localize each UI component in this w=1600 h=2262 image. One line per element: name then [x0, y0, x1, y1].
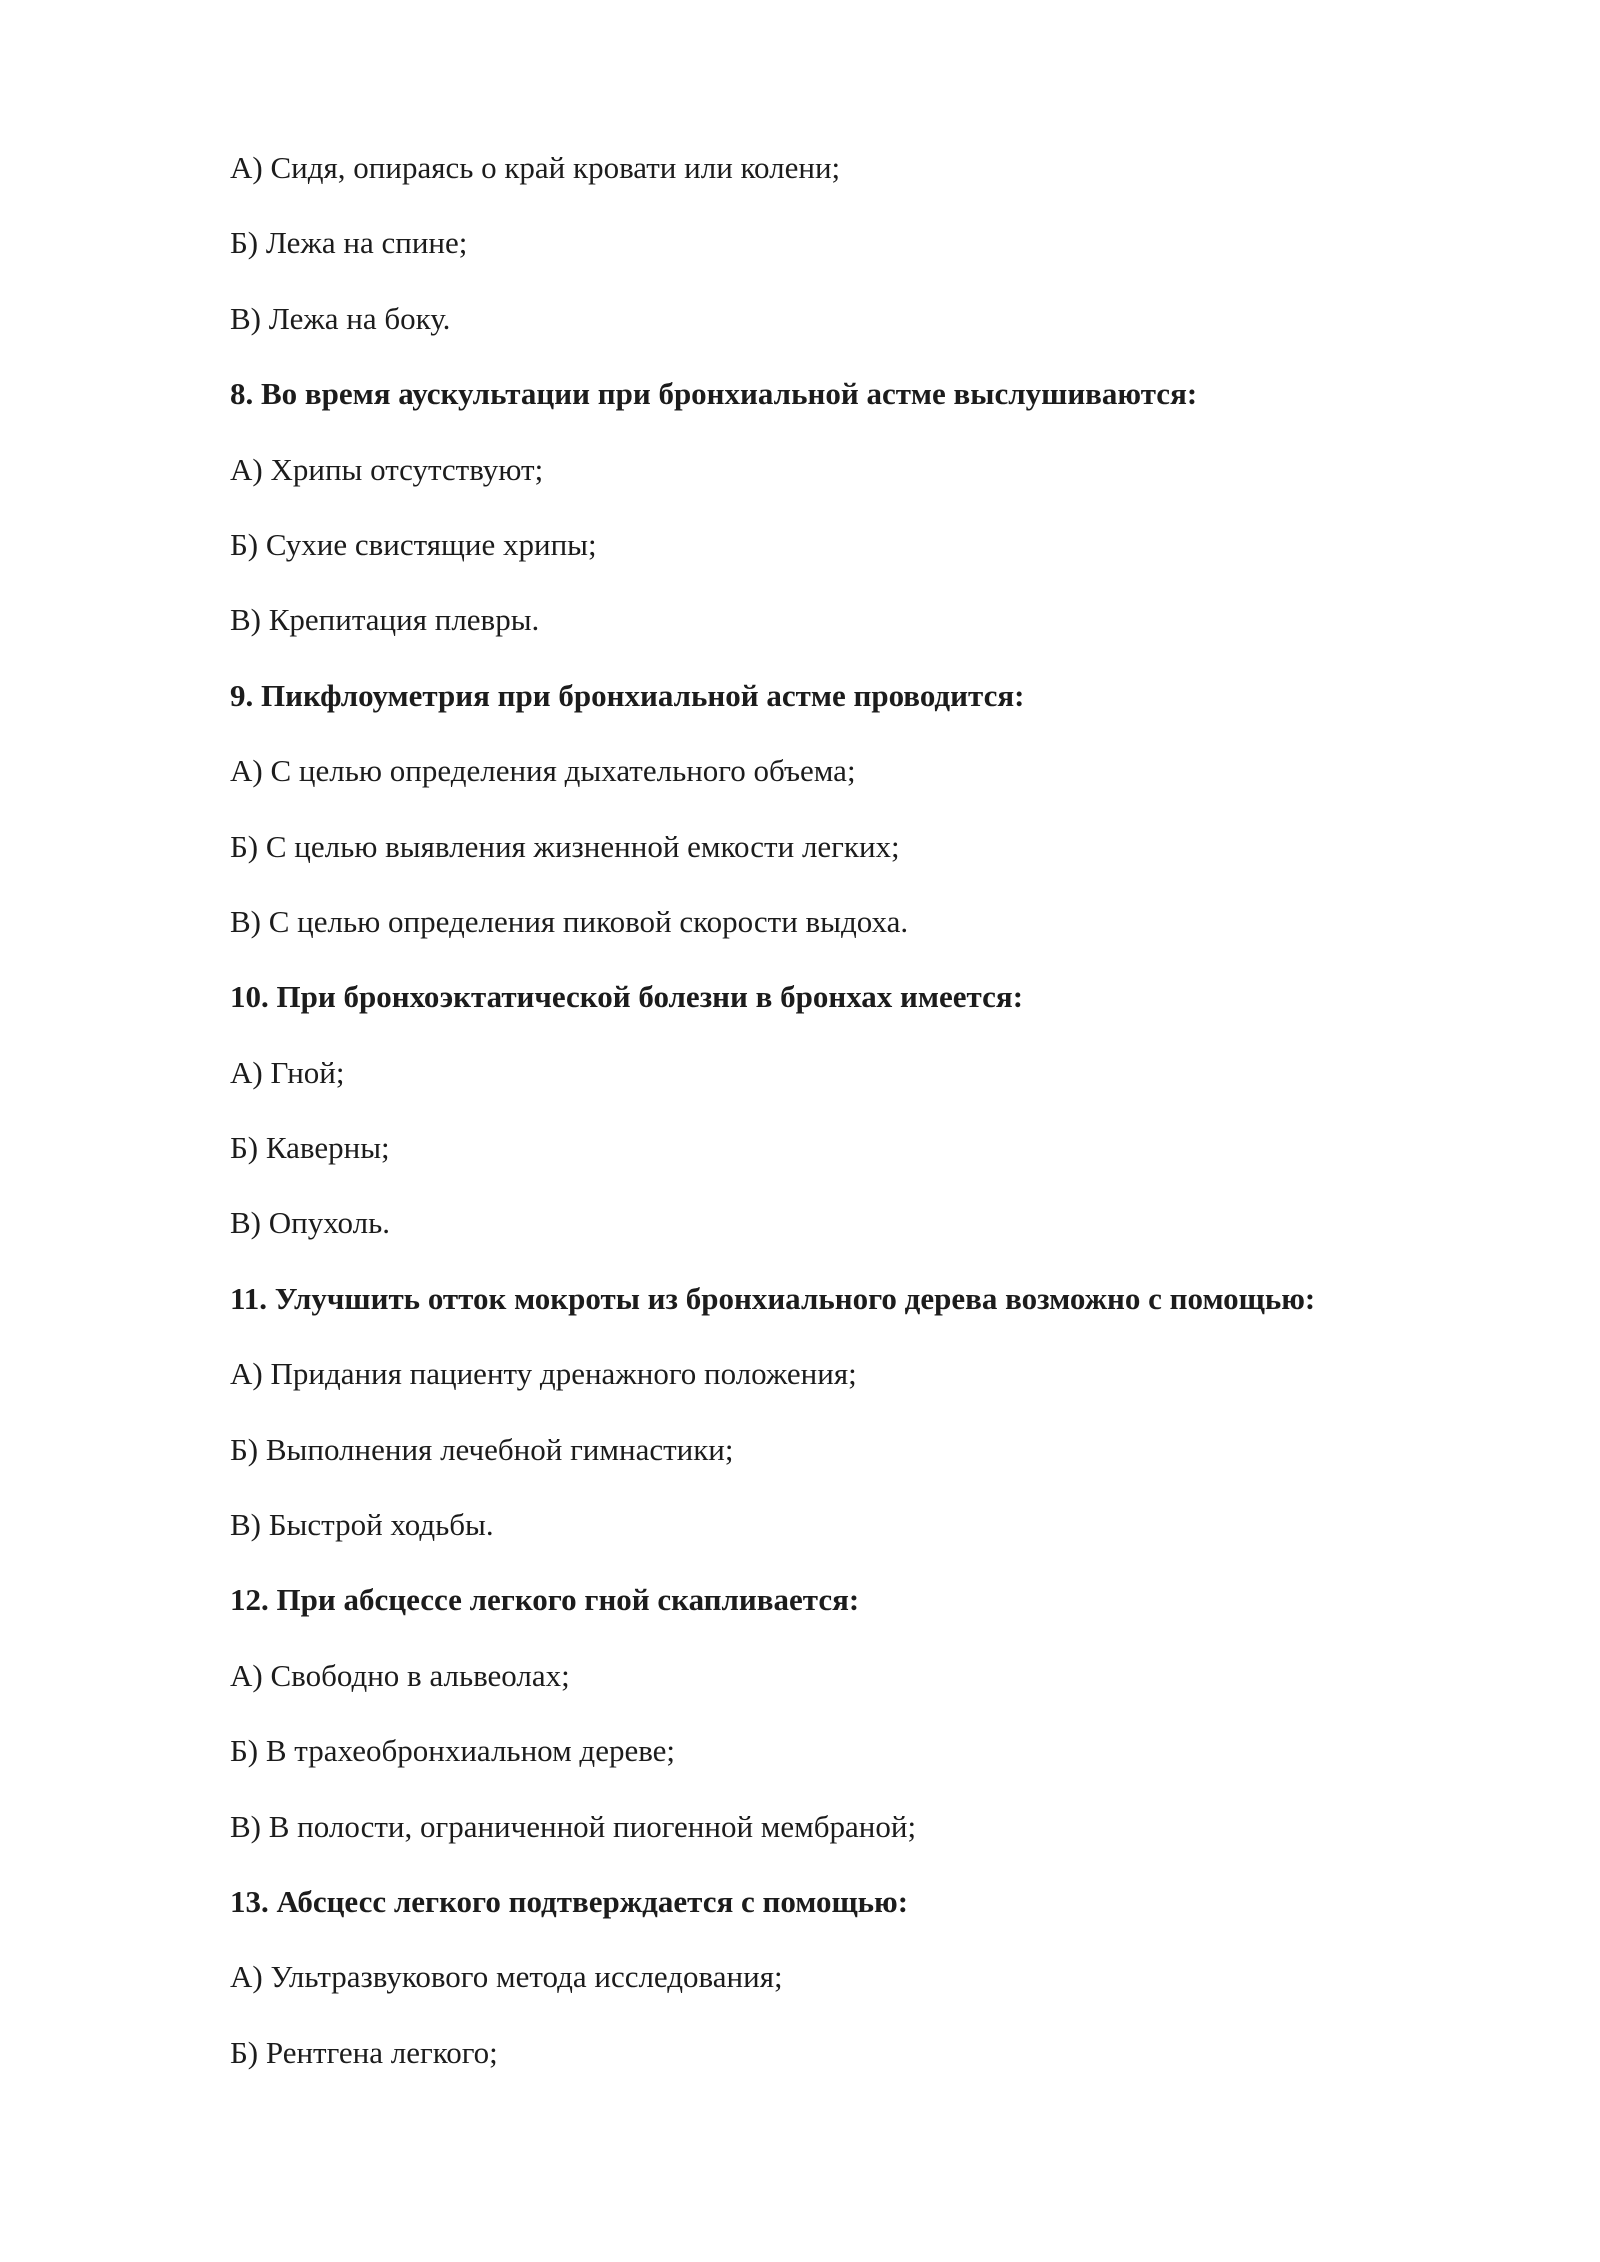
question-11: 11. Улучшить отток мокроты из бронхиального дерева возможно с помощью: [230, 1280, 1316, 1316]
answer-option-b: Б) Каверны; [230, 1130, 390, 1166]
answer-option-a: А) Гной; [230, 1054, 345, 1090]
answer-option-c: В) Быстрой ходьбы. [230, 1507, 494, 1543]
answer-option-b: Б) Выполнения лечебной гимнастики; [230, 1431, 734, 1467]
question-9: 9. Пикфлоуметрия при бронхиальной астме проводится: [230, 677, 1025, 713]
document-page [230, 148, 1450, 2108]
answer-option-a: А) Придания пациенту дренажного положения; [230, 1356, 857, 1392]
question-8: 8. Во время аускультации при бронхиальной астме выслушиваются: [230, 376, 1198, 412]
answer-option-a: А) Хрипы отсутствуют; [230, 451, 544, 487]
answer-option-b: Б) С целью выявления жизненной емкости легких; [230, 828, 900, 864]
answer-option-c: В) Крепитация плевры. [230, 602, 540, 638]
answer-option-b: Б) В трахеобронхиальном дереве; [230, 1733, 676, 1769]
question-10: 10. При бронхоэктатической болезни в бронхах имеется: [230, 979, 1024, 1015]
answer-option-c: В) С целью определения пиковой скорости выдоха. [230, 903, 909, 939]
answer-option-a: А) Ультразвукового метода исследования; [230, 1959, 783, 1995]
answer-option-a: А) Сидя, опираясь о край кровати или колени; [230, 150, 841, 185]
answer-option-c: В) В полости, ограниченной пиогенной мембраной; [230, 1808, 917, 1844]
answer-option-a: А) С целью определения дыхательного объема; [230, 753, 856, 789]
answer-option-b: Б) Лежа на спине; [230, 225, 468, 261]
answer-option-b: Б) Сухие свистящие хрипы; [230, 526, 597, 562]
answer-option-c: В) Лежа на боку. [230, 300, 451, 336]
question-13: 13. Абсцесс легкого подтверждается с помощью: [230, 1883, 909, 1919]
question-12: 12. При абсцессе легкого гной скапливается: [230, 1582, 860, 1618]
answer-option-c: В) Опухоль. [230, 1205, 390, 1241]
answer-option-a: А) Свободно в альвеолах; [230, 1657, 570, 1693]
answer-option-b: Б) Рентгена легкого; [230, 2034, 498, 2070]
